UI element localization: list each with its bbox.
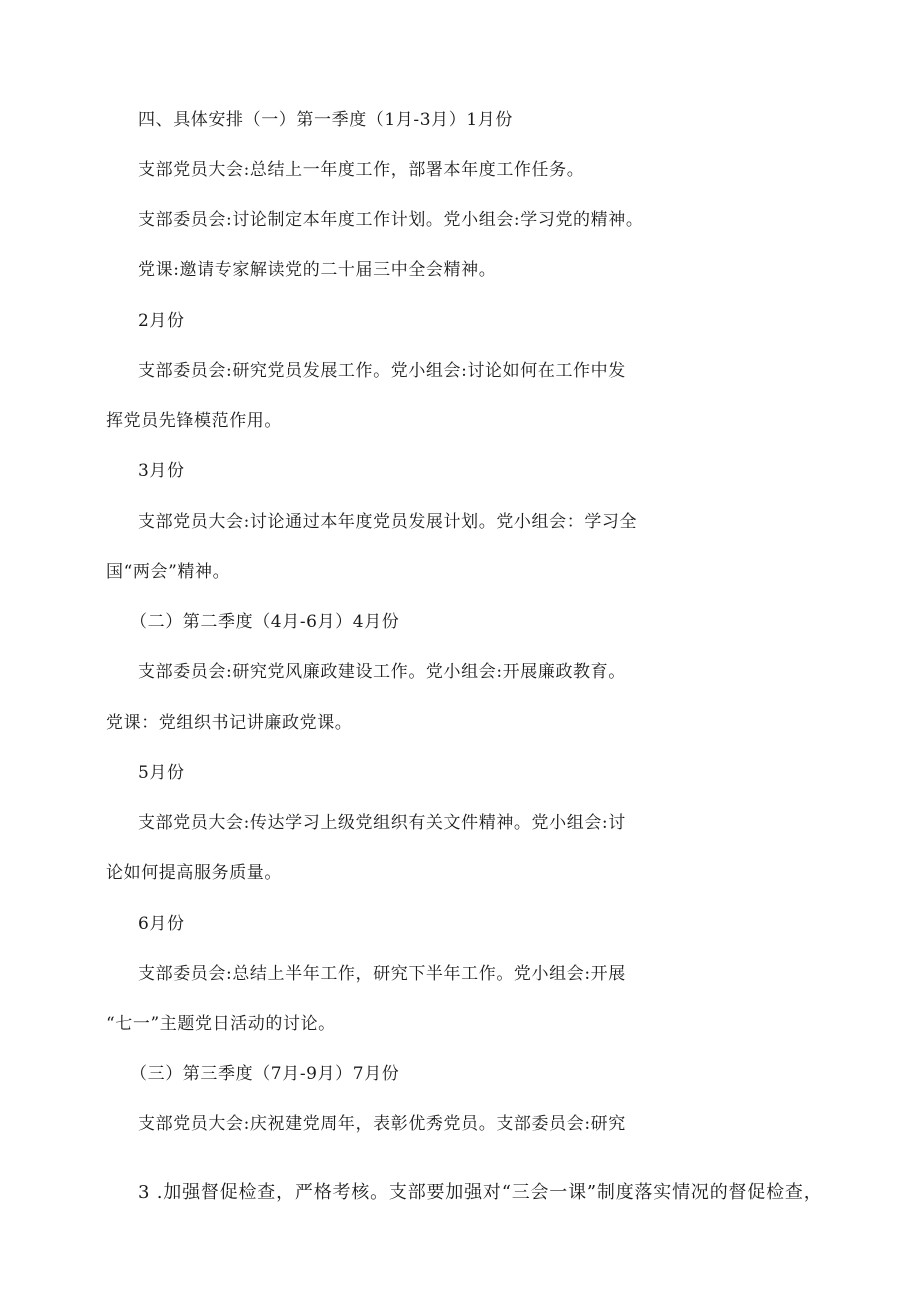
paragraph-line: “七一”主题党日活动的讨论。 (106, 1014, 336, 1034)
paragraph-line: 论如何提高服务质量。 (106, 863, 282, 883)
month-heading: 5月份 (138, 763, 185, 783)
footer-paragraph-line: 3 .加强督促检查，严格考核。支部要加强对“三会一课”制度落实情况的督促检查， (138, 1182, 823, 1203)
paragraph-line: 党课：党组织书记讲廉政党课。 (106, 713, 353, 733)
month-heading: 6月份 (138, 914, 185, 934)
paragraph-line: 支部党员大会:庆祝建党周年，表彰优秀党员。支部委员会:研究 (138, 1114, 626, 1134)
section-heading-q1: 四、具体安排（一）第一季度（1月-3月）1月份 (138, 110, 513, 130)
paragraph-line: 支部委员会:研究党风廉政建设工作。党小组会:开展廉政教育。 (138, 662, 626, 682)
paragraph-line: 支部委员会:研究党员发展工作。党小组会:讨论如何在工作中发 (138, 361, 626, 381)
section-heading-q3: （三）第三季度（7月-9月）7月份 (130, 1064, 400, 1084)
section-heading-q2: （二）第二季度（4月-6月）4月份 (130, 612, 400, 632)
paragraph-line: 党课:邀请专家解读党的二十届三中全会精神。 (138, 260, 497, 280)
paragraph-line: 支部党员大会:传达学习上级党组织有关文件精神。党小组会:讨 (138, 813, 626, 833)
month-heading: 3月份 (138, 461, 185, 481)
paragraph-line: 挥党员先锋模范作用。 (106, 411, 282, 431)
paragraph-line: 支部党员大会:总结上一年度工作，部署本年度工作任务。 (138, 160, 585, 180)
paragraph-line: 支部委员会:总结上半年工作，研究下半年工作。党小组会:开展 (138, 964, 626, 984)
paragraph-line: 支部党员大会:讨论通过本年度党员发展计划。党小组会：学习全 (138, 512, 638, 532)
paragraph-line: 支部委员会:讨论制定本年度工作计划。党小组会:学习党的精神。 (138, 210, 644, 230)
month-heading: 2月份 (138, 311, 185, 331)
paragraph-line: 国“两会”精神。 (106, 562, 231, 582)
